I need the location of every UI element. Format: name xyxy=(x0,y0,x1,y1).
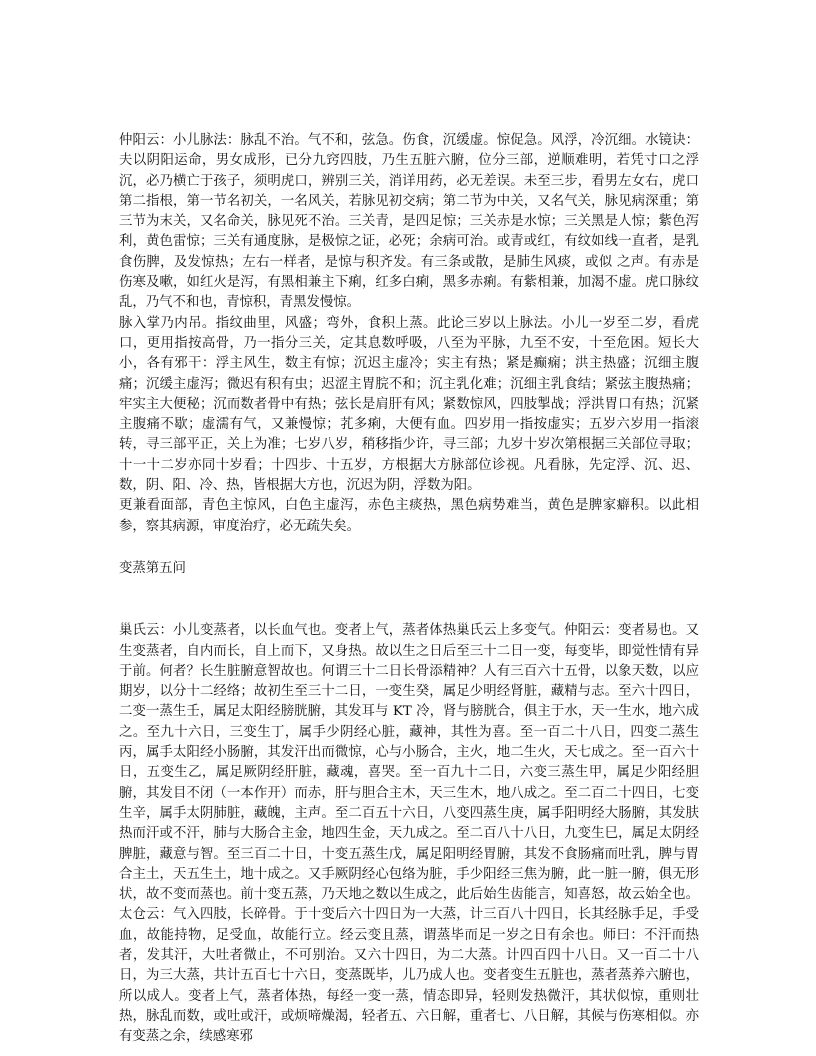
paragraph-face-diagnosis: 更兼看面部，青色主惊风，白色主虚泻，赤色主痰热，黑色病势难当，黄色是脾家癖积。以此相参，察其病源，审度治疗，必无疏失矣。 xyxy=(119,498,699,534)
paragraph-pulse-method: 仲阳云：小儿脉法：脉乱不治。气不和，弦急。伤食，沉缓虚。惊促急。风浮，冷沉细。水镜诀：夫以阴阳运命，男女成形，已分九窍四肢，乃生五脏六腑，位分三部，逆顺难明，若凭寸口之浮沉，必乃横亡于孩子，须明虎口，辨别三关，消详用药，必无差误。未至三步，看男左女右，虎口第二指根，第一节名初关，一名风关，若脉见初交病；第二节为中关，又名气关，脉见病深重；第三节为末关，又名命关，脉见死不治。三关青，是四足惊；三关赤是水惊；三关黑是人惊；紫色泻利，黄色雷惊；三关有通度脉，是极惊之证，必死；余病可治。或青或红，有纹如线一直者，是乳食伤脾，及发惊热；左右一样者，是惊与积齐发。有三条或散，是肺生风痰，或似 之声。有赤是伤寒及嗽，如红火是泻，有黑相兼主下痢，红多白痢，黑多赤痢。有紫相兼，加渴不虚。虎口脉纹乱，乃气不和也，青惊积，青黑发慢惊。 xyxy=(119,133,699,311)
spacer xyxy=(119,537,699,551)
document-page xyxy=(119,131,699,1047)
section-title: 变蒸第五问 xyxy=(119,560,186,576)
paragraph-bianzheng: 巢氏云：小儿变蒸者，以长血气也。变者上气，蒸者体热巢氏云上多变气。仲阳云：变者易也。又生变蒸者，自内而长，自上而下，又身热。故以生之日后至三十二日一变，每变毕，即觉性情有异于前。何者？长生脏腑意智故也。何谓三十二日长骨添精神？人有三百六十五骨，以象天数，以应期岁，以分十二经络；故初生至三十二日，一变生癸，属足少明经肾脏，藏精与志。至六十四日，二变一蒸生壬，属足太阳经膀胱腑，其发耳与 KT 冷，肾与膀胱合，俱主于水，天一生水，地六成之。至九十六日，三变生丁，属手少阴经心脏，藏神，其性为喜。至一百二十八日，四变二蒸生丙，属手太阳经小肠腑，其发汗出而微惊，心与小肠合，主火，地二生火，天七成之。至一百六十日，五变生乙，属足厥阴经肝脏，藏魂，喜哭。至一百九十二日，六变三蒸生甲，属足少阳经胆腑，其发目不闭（一本作开）而赤，肝与胆合主木，天三生木，地八成之。至二百二十四日，七变生辛，属手太阴肺脏，藏魄，主声。至二百五十六日，八变四蒸生庚，属手阳明经大肠腑，其发肤热而汗或不汗，肺与大肠合主金，地四生金，天九成之。至二百八十八日，九变生巳，属足太阴经脾脏，藏意与智。至三百二十日，十变五蒸生戊，属足阳明经胃腑，其发不食肠痛而吐乳，脾与胃合主土，天五生土，地十成之。又手厥阴经心包络为脏，手少阳经三焦为腑，此一脏一腑，俱无形状，故不变而蒸也。前十变五蒸，乃天地之数以生成之，此后始生齿能言，知喜怒，故云始全也。太仓云：气入四肢，长碎骨。于十变后六十四日为一大蒸，计三百八十四日，长其经脉手足，手受血，故能持物，足受血，故能行立。经云变且蒸，谓蒸毕而足一岁之日有余也。师曰：不汗而热者，发其汗，大吐者微止，不可别治。又六十四日，为二大蒸。计四百四十八日。又一百二十八日，为三大蒸，共计五百七十六日，变蒸既毕，儿乃成人也。变者变生五脏也，蒸者蒸养六腑也，所以成人。变者上气，蒸者体热，每经一变一蒸，情态即异，轻则发热微汗，其状似惊，重则壮热，脉乱而数，或吐或汗，或烦啼燥渴，轻者五、六日解，重者七、八日解，其候与伤寒相似。亦有变蒸之余，续感寒邪 xyxy=(119,623,699,1045)
paragraph-palm-pulse: 脉入掌乃内吊。指纹曲里，风盛；弯外，食积上蒸。此论三岁以上脉法。小儿一岁至二岁，看虎口，更用指按高骨，乃一指分三关，定其息数呼吸，八至为平脉，九至不安，十至危困。短长大小，各有邪干：浮主风生，数主有惊；沉迟主虚冷；实主有热；紧是癫痫；洪主热盛；沉细主腹痛；沉缓主虚泻；微迟有积有虫；迟涩主胃脘不和；沉主乳化难；沉细主乳食结；紧弦主腹热痛；牢实主大便秘；沉而数者骨中有热；弦长是肩肝有风；紧数惊风，四肢掣战；浮洪胃口有热；沉紧主腹痛不歇；虚濡有气，又兼慢惊；芤多痢，大便有血。四岁用一指按虚实；五岁六岁用一指滚转，寻三部平正，关上为准；七岁八岁，稍移指少许，寻三部；九岁十岁次第根据三关部位寻取；十一十二岁亦同十岁看；十四步、十五岁，方根据大方脉部位诊视。凡看脉，先定浮、沉、迟、数，阴、阳、冷、热，皆根据大方也，沉迟为阴，浮数为阳。 xyxy=(119,315,699,494)
spacer xyxy=(119,579,699,621)
